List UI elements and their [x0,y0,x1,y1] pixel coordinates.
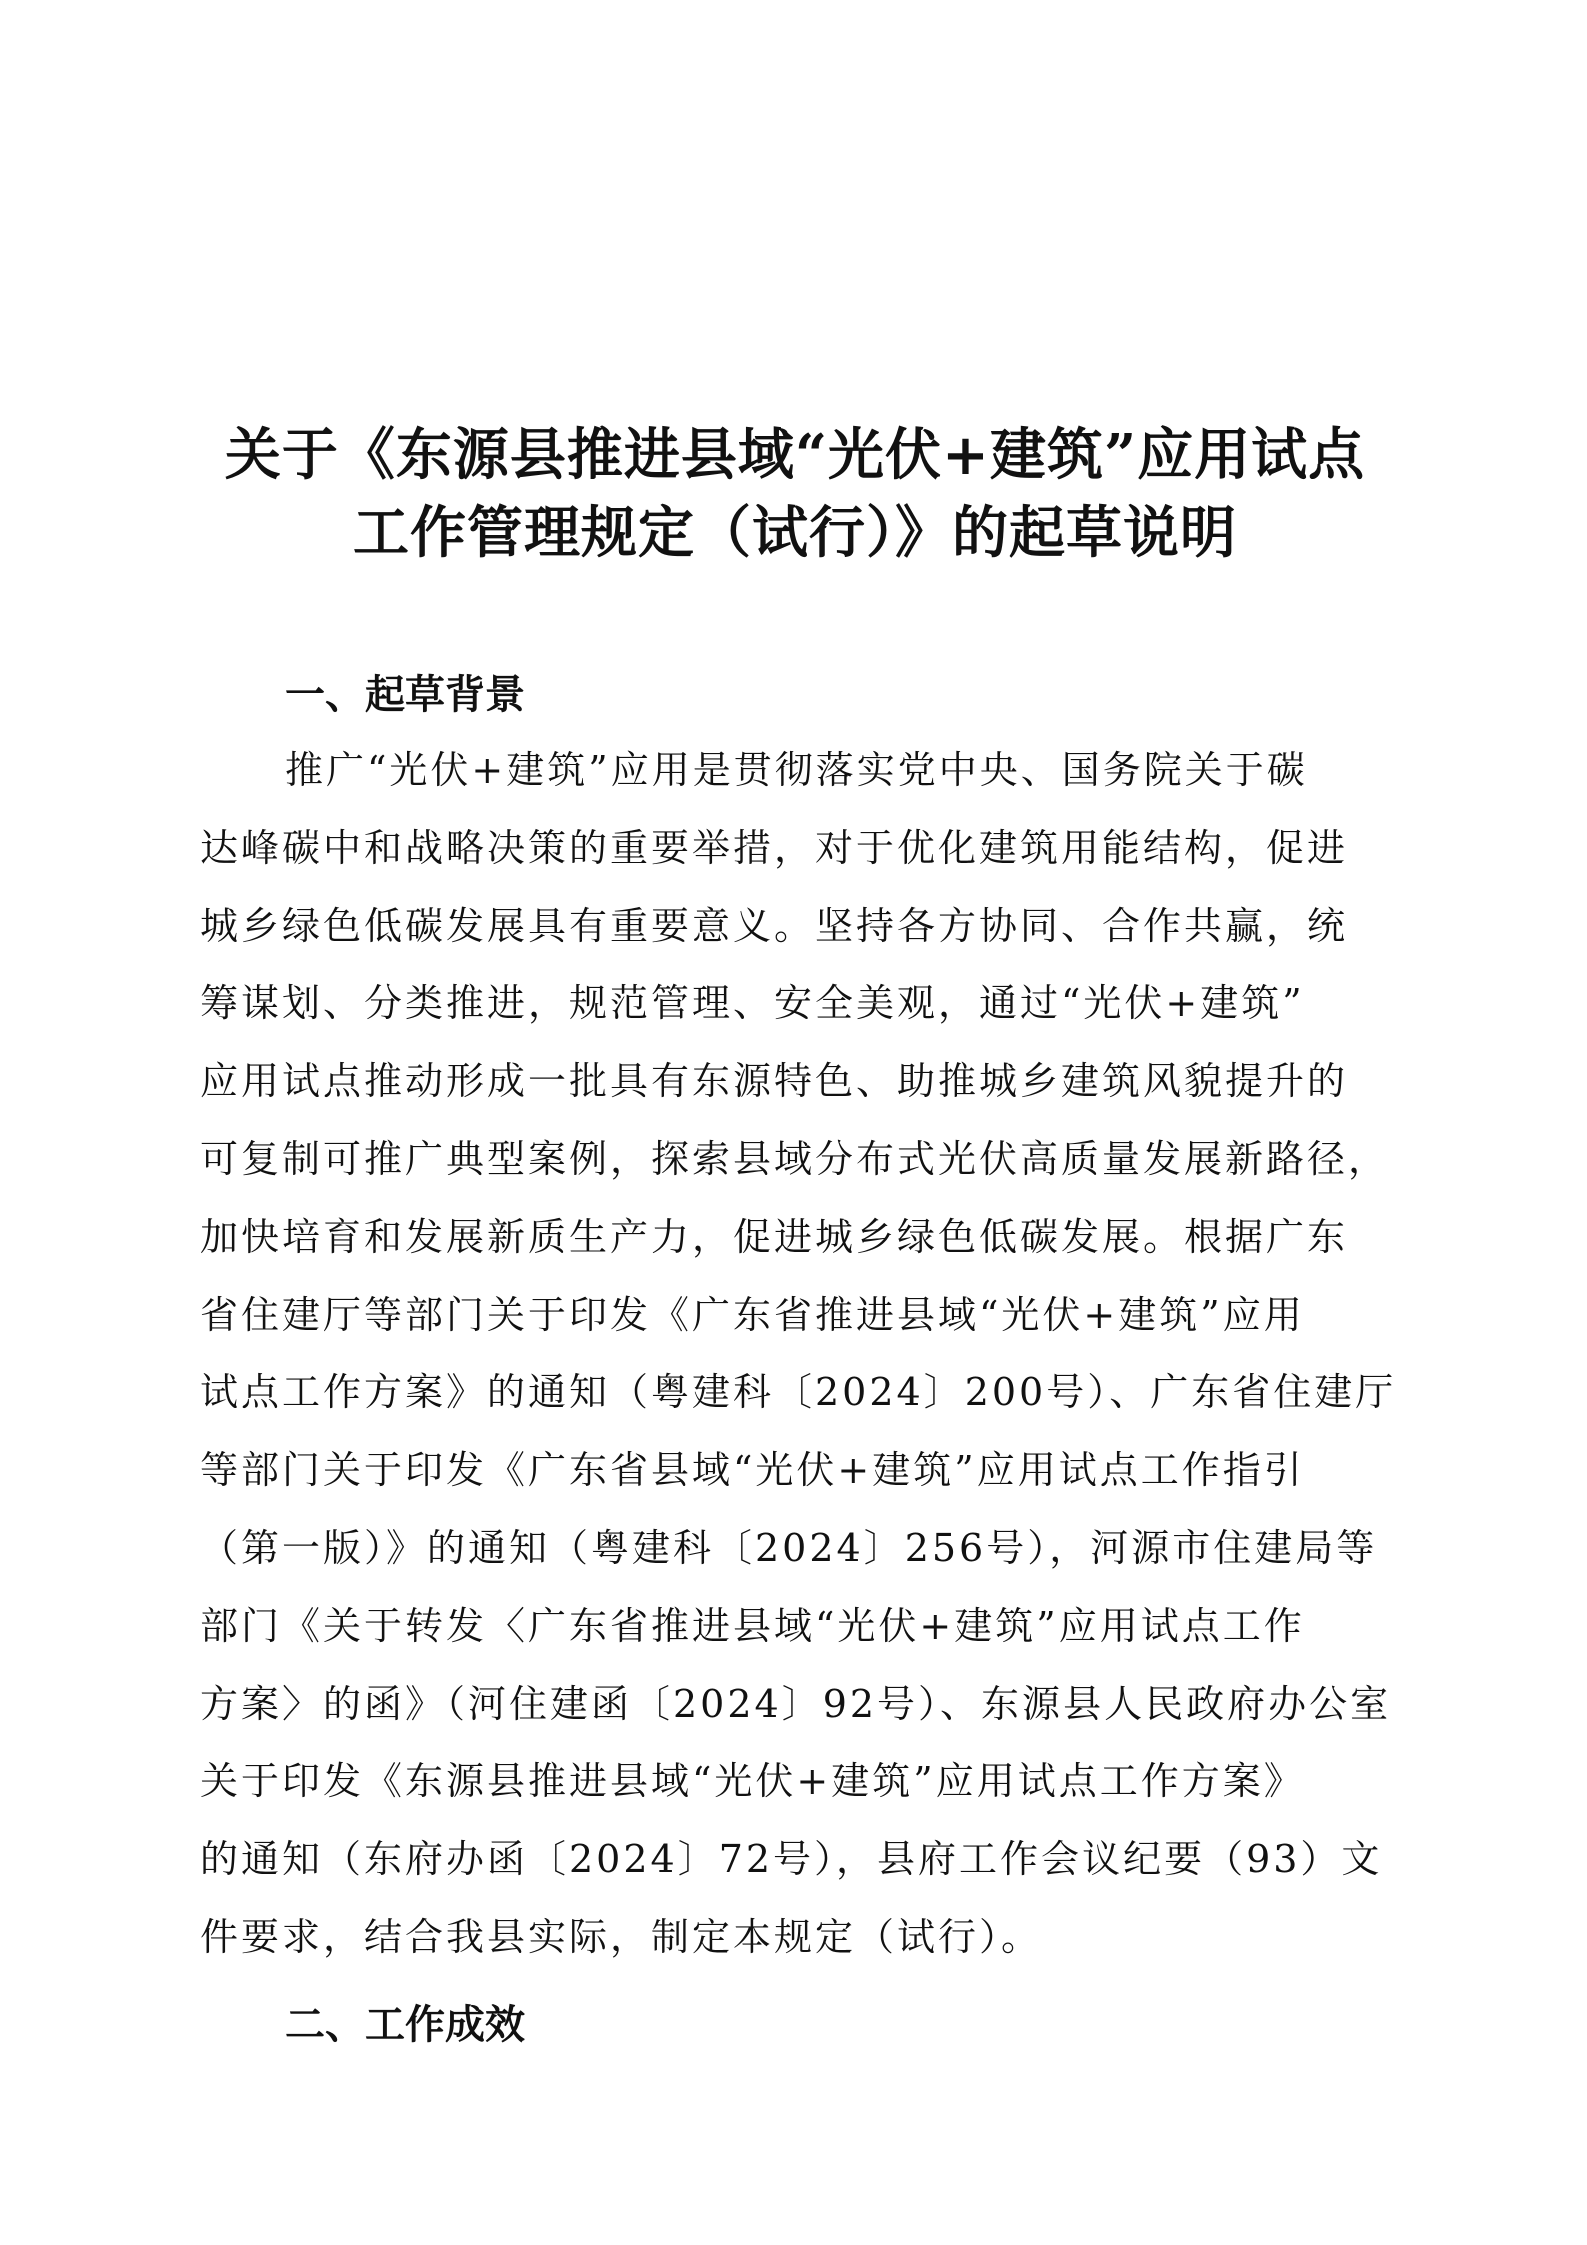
paragraph-line: 应用试点推动形成一批具有东源特色、助推城乡建筑风貌提升的 [200,1059,1349,1104]
document-title-line-1: 关于《东源县推进县域“光伏+建筑”应用试点 [224,422,1366,488]
paragraph-line: 筹谋划、分类推进，规范管理、安全美观，通过“光伏+建筑” [200,981,1305,1026]
paragraph-line: 推广“光伏+建筑”应用是贯彻落实党中央、国务院关于碳 [285,748,1308,792]
paragraph-line: 加快培育和发展新质生产力，促进城乡绿色低碳发展。根据广东 [200,1214,1349,1259]
paragraph-line: 的通知（东府办函〔2024〕72号），县府工作会议纪要（93）文 [200,1837,1383,1882]
paragraph-line: 关于印发《东源县推进县域“光伏+建筑”应用试点工作方案》 [200,1759,1305,1804]
paragraph-line: 等部门关于印发《广东省县域“光伏+建筑”应用试点工作指引 [200,1448,1305,1493]
paragraph-line: 试点工作方案》的通知（粤建科〔2024〕200号）、广东省住建厅 [200,1370,1397,1415]
paragraph-line: 达峰碳中和战略决策的重要举措，对于优化建筑用能结构，促进 [200,825,1349,870]
section-heading-background: 一、起草背景 [285,672,525,718]
section-heading-results: 二、工作成效 [285,2002,525,2048]
paragraph-line: 件要求，结合我县实际，制定本规定（试行）。 [200,1915,1043,1959]
paragraph-line: 城乡绿色低碳发展具有重要意义。坚持各方协同、合作共赢，统 [200,903,1349,948]
paragraph-line: （第一版）》的通知（粤建科〔2024〕256号），河源市住建局等 [200,1526,1378,1570]
paragraph-line: 省住建厅等部门关于印发《广东省推进县域“光伏+建筑”应用 [200,1292,1305,1337]
paragraph-line: 方案〉的函》（河住建函〔2024〕92号）、东源县人民政府办公室 [200,1681,1392,1726]
paragraph-line: 部门《关于转发〈广东省推进县域“光伏+建筑”应用试点工作 [200,1603,1305,1648]
paragraph-line: 可复制可推广典型案例，探索县域分布式光伏高质量发展新路径， [200,1137,1390,1181]
document-title-line-2: 工作管理规定（试行）》的起草说明 [353,500,1237,566]
